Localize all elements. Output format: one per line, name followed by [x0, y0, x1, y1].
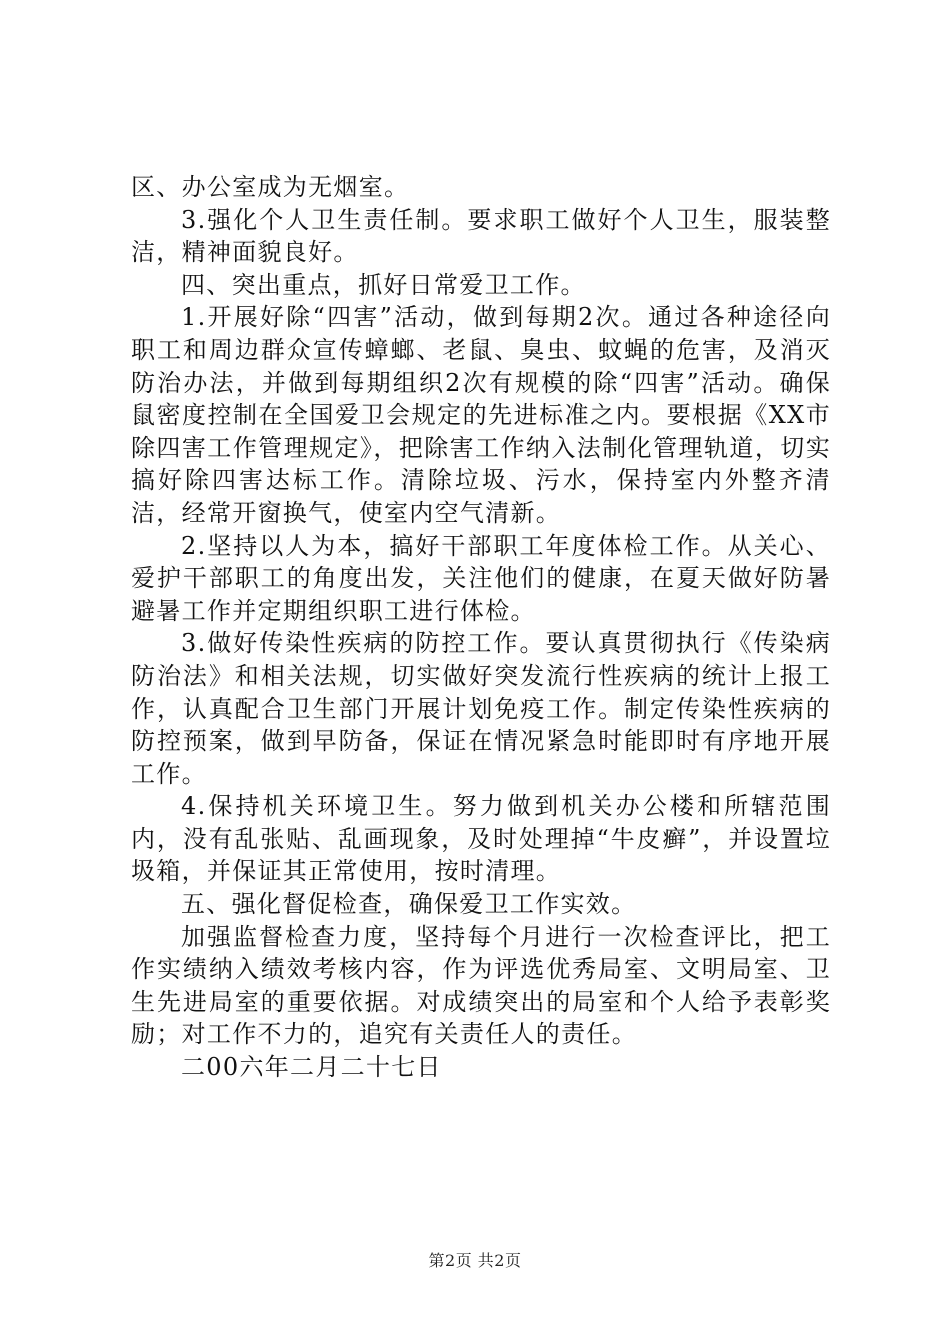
section-heading-4: 四、突出重点，抓好日常爱卫工作。 — [181, 270, 586, 299]
paragraph-9: 加强监督检查力度，坚持每个月进行一次检查评比，把工作实绩纳入绩效考核内容，作为评选优秀局室、文明局室、卫生先进局室的重要依据。对成绩突出的局室和个人给予表彰奖励；对工作不力的，追究有关责任人的责任。 — [131, 922, 831, 1049]
document-body — [131, 171, 831, 1084]
paragraph-1: 区、办公室成为无烟室。 — [131, 173, 410, 201]
section-heading-5: 五、强化督促检查，确保爱卫工作实效。 — [181, 890, 637, 919]
paragraph-7: 4.保持机关环境卫生。努力做到机关办公楼和所辖范围内，没有乱张贴、乱画现象，及时处理掉“牛皮癣”，并设置垃圾箱，并保证其正常使用，按时清理。 — [131, 792, 831, 886]
paragraph-6: 3.做好传染性疾病的防控工作。要认真贯彻执行《传染病防治法》和相关法规，切实做好突发流行性疾病的统计上报工作，认真配合卫生部门开展计划免疫工作。制定传染性疾病的防控预案，做到早防备，保证在情况紧急时能即时有序地开展工作。 — [131, 629, 831, 788]
page-number-footer: 第2页 共2页 — [428, 1251, 522, 1270]
paragraph-2: 3.强化个人卫生责任制。要求职工做好个人卫生，服装整洁，精神面貌良好。 — [131, 205, 831, 267]
document-date: 二00六年二月二十七日 — [181, 1053, 442, 1082]
paragraph-4: 1.开展好除“四害”活动，做到每期2次。通过各种途径向职工和周边群众宣传蟑螂、老鼠、臭虫、蚊蝇的危害，及消灭防治办法，并做到每期组织2次有规模的除“四害”活动。确保鼠密度控制在全国爱卫会规定的先进标准之内。要根据《XX市除四害工作管理规定》，把除害工作纳入法制化管理轨道，切实搞好除四害达标工作。清除垃圾、污水，保持室内外整齐清洁，经常开窗换气，使室内空气清新。 — [131, 303, 831, 527]
paragraph-5: 2.坚持以人为本，搞好干部职工年度体检工作。从关心、爱护干部职工的角度出发，关注他们的健康，在夏天做好防暑避暑工作并定期组织职工进行体检。 — [131, 531, 831, 625]
